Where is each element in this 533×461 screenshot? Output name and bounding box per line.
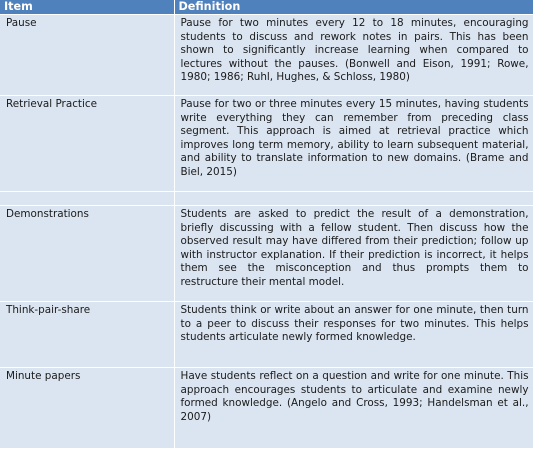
item-cell: Think-pair-share bbox=[0, 302, 174, 368]
item-cell: Demonstrations bbox=[0, 206, 174, 302]
definition-cell: Students think or write about an answer for one minute, then turn to a peer to discuss their responses for two minutes. This helps students articulate newly formed knowledge. bbox=[174, 302, 533, 368]
table-row bbox=[0, 302, 533, 368]
item-cell: Pause bbox=[0, 15, 174, 96]
empty-cell bbox=[174, 192, 533, 206]
table-header-row bbox=[0, 0, 533, 15]
definition-cell: Pause for two or three minutes every 15 minutes, having students write everything they can remember from preceding class segment. This approach is aimed at retrieval practice which improves long term memory, ability to learn subsequent material, and ability to translate information to new domains. (Brame and Biel, 2015) bbox=[174, 96, 533, 192]
table-row bbox=[0, 206, 533, 302]
table-row bbox=[0, 15, 533, 96]
table-row bbox=[0, 96, 533, 192]
empty-cell bbox=[0, 192, 174, 206]
item-cell: Minute papers bbox=[0, 368, 174, 448]
item-cell: Retrieval Practice bbox=[0, 96, 174, 192]
empty-row bbox=[0, 192, 533, 206]
column-header-definition: Definition bbox=[174, 0, 533, 15]
definition-cell: Students are asked to predict the result of a demonstration, briefly discussing with a fellow student. Then discuss how the observed result may have differed from their prediction; follow up with instructor explanation. If their prediction is incorrect, it helps them see the misconception and thus prompts them to restructure their mental model. bbox=[174, 206, 533, 302]
column-header-item: Item bbox=[0, 0, 174, 15]
definition-cell: Have students reflect on a question and write for one minute. This approach encourages students to articulate and examine newly formed knowledge. (Angelo and Cross, 1993; Handelsman et al., 2007) bbox=[174, 368, 533, 448]
table-row bbox=[0, 368, 533, 448]
definition-cell: Pause for two minutes every 12 to 18 minutes, encouraging students to discuss and rework notes in pairs. This has been shown to significantly increase learning when compared to lectures without the pauses. (Bonwell and Eison, 1991; Rowe, 1980; 1986; Ruhl, Hughes, & Schloss, 1980) bbox=[174, 15, 533, 96]
